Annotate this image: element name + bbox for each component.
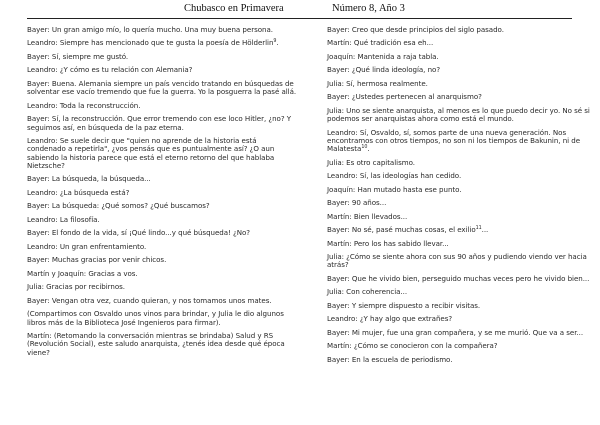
right-column <box>327 26 597 369</box>
paragraph-text: Bayer: Y siempre dispuesto a recibir visitas. <box>327 300 481 310</box>
running-header <box>0 2 600 18</box>
paragraph-text: Martín: Qué tradición esa eh... <box>327 38 434 48</box>
paragraph-text: Bayer: Vengan otra vez, cuando quieran, y nos tomamos unos mates. <box>27 295 272 305</box>
dialogue-paragraph <box>27 310 297 327</box>
dialogue-paragraph <box>327 288 597 296</box>
dialogue-paragraph <box>327 199 597 207</box>
paragraph-text: Julia: Sí, hermosa realmente. <box>327 78 428 88</box>
dialogue-paragraph <box>327 159 597 167</box>
dialogue-paragraph <box>27 202 297 210</box>
paragraph-text-tail: ... <box>481 225 489 235</box>
paragraph-text: Bayer: Buena. Alemania siempre un país vencido tratando en búsquedas de solventar ese vacío tremendo que fue la guerra. Yo la posguerra la pasé allá. <box>27 78 297 97</box>
dialogue-paragraph <box>327 315 597 323</box>
dialogue-paragraph <box>27 102 297 110</box>
dialogue-paragraph <box>27 229 297 237</box>
dialogue-paragraph <box>327 356 597 364</box>
dialogue-paragraph <box>327 253 597 270</box>
dialogue-paragraph <box>27 243 297 251</box>
paragraph-text: Leandro: Sí, las ideologías han cedido. <box>327 171 462 181</box>
paragraph-text: Julia: Es otro capitalismo. <box>327 157 415 167</box>
dialogue-paragraph <box>27 256 297 264</box>
paragraph-text: Joaquín: Mantenida a raja tabla. <box>327 51 439 61</box>
paragraph-text: Bayer: La búsqueda: ¿Qué somos? ¿Qué buscamos? <box>27 201 210 211</box>
dialogue-paragraph <box>327 226 597 234</box>
dialogue-paragraph <box>27 189 297 197</box>
paragraph-text: Bayer: 90 años... <box>327 198 387 208</box>
paragraph-text: Bayer: No sé, pasé muchas cosas, el exilio <box>327 225 476 235</box>
dialogue-paragraph <box>327 240 597 248</box>
paragraph-text: Bayer: Sí, siempre me gustó. <box>27 51 129 61</box>
paragraph-text: Leandro: Se suele decir que "quien no aprende de la historia está condenado a repetirla", ¿vos pensás que es puntualmente así? ¿O aun sabiendo la historia parece que está el eterno retorno del que hablaba Nietzsche? <box>27 135 275 170</box>
paragraph-text: Julia: Gracias por recibirnos. <box>27 282 126 292</box>
header-issue-number: Número 8, Año 3 <box>332 3 405 14</box>
paragraph-text: (Compartimos con Osvaldo unos vinos para brindar, y Julia le dio algunos libros más de la Biblioteca José Ingenieros para firmar). <box>27 309 284 327</box>
paragraph-text: Martín: Pero los has sabido llevar... <box>327 238 449 248</box>
footnote-marker[interactable]: 10 <box>361 145 368 151</box>
paragraph-text: Leandro: Sí, Osvaldo, sí, somos parte de una nueva generación. Nos encontramos con otros tiempos, no son ni los tiempos de Bakunin, ni de Malatesta <box>327 127 581 154</box>
paragraph-text: Leandro: ¿Y hay algo que extrañes? <box>327 314 453 324</box>
dialogue-paragraph <box>27 137 297 170</box>
paragraph-text: Bayer: Que he vivido bien, perseguido muchas veces pero he vivido bien... <box>327 273 590 283</box>
footnote-marker[interactable]: 11 <box>475 226 482 232</box>
paragraph-text: Leandro: Toda la reconstrucción. <box>27 100 141 110</box>
dialogue-paragraph <box>27 66 297 74</box>
dialogue-paragraph <box>27 80 297 97</box>
dialogue-paragraph <box>27 283 297 291</box>
dialogue-paragraph <box>327 329 597 337</box>
dialogue-paragraph <box>27 26 297 34</box>
dialogue-paragraph <box>327 93 597 101</box>
dialogue-paragraph <box>27 53 297 61</box>
paragraph-text: Leandro: Un gran enfrentamiento. <box>27 241 147 251</box>
paragraph-text: Julia: Con coherencia... <box>327 287 408 297</box>
dialogue-paragraph <box>327 66 597 74</box>
paragraph-text: Bayer: El fondo de la vida, sí ¡Qué lindo...y qué búsqueda! ¿No? <box>27 228 251 238</box>
paragraph-text: Bayer: Creo que desde principios del siglo pasado. <box>327 25 504 34</box>
paragraph-text: Bayer: Muchas gracias por venir chicos. <box>27 255 167 265</box>
left-column <box>27 26 297 362</box>
dialogue-paragraph <box>27 175 297 183</box>
dialogue-paragraph <box>327 186 597 194</box>
paragraph-text: Martín: Bien llevados... <box>327 211 408 221</box>
paragraph-text: Bayer: ¿Ustedes pertenecen al anarquismo? <box>327 92 482 102</box>
paragraph-text: Leandro: ¿La búsqueda está? <box>27 187 130 197</box>
paragraph-text: Martín: (Retomando la conversación mientras se brindaba) Salud y RS (Revolución Social), este saludo anarquista, ¿tenés idea desde qué época viene? <box>27 330 285 357</box>
dialogue-paragraph <box>327 53 597 61</box>
paragraph-text: Bayer: Un gran amigo mío, lo quería mucho. Una muy buena persona. <box>27 25 273 34</box>
paragraph-text: Bayer: En la escuela de periodismo. <box>327 354 453 364</box>
paragraph-text: Leandro: ¿Y cómo es tu relación con Alemania? <box>27 65 193 75</box>
paragraph-text-tail: . <box>367 144 370 154</box>
paragraph-text: Julia: Uno se siente anarquista, al menos es lo que puedo decir yo. No sé si podemos ser anarquistas ahora como está el mundo. <box>327 105 590 124</box>
paragraph-text: Leandro: La filosofía. <box>27 214 100 224</box>
paragraph-text: Martín y Joaquín: Gracias a vos. <box>27 268 138 278</box>
dialogue-paragraph <box>27 332 297 357</box>
dialogue-paragraph <box>327 80 597 88</box>
paragraph-text: Julia: ¿Cómo se siente ahora con sus 90 años y pudiendo viendo ver hacia atrás? <box>327 252 587 270</box>
dialogue-paragraph <box>327 26 597 34</box>
dialogue-paragraph <box>27 270 297 278</box>
dialogue-paragraph <box>327 342 597 350</box>
paragraph-text: Martín: ¿Cómo se conocieron con la compañera? <box>327 341 498 351</box>
header-rule <box>27 18 572 19</box>
dialogue-paragraph <box>327 129 597 154</box>
dialogue-paragraph <box>327 39 597 47</box>
paragraph-text: Bayer: ¿Qué linda ideología, no? <box>327 65 441 75</box>
dialogue-paragraph <box>327 275 597 283</box>
dialogue-paragraph <box>327 213 597 221</box>
dialogue-paragraph <box>327 302 597 310</box>
dialogue-paragraph <box>327 107 597 124</box>
dialogue-paragraph <box>27 216 297 224</box>
paragraph-text: Leandro: Siempre has mencionado que te gusta la poesía de Hölderlin <box>27 38 274 48</box>
paragraph-text: Bayer: Mi mujer, fue una gran compañera, y se me murió. Que va a ser... <box>327 327 584 337</box>
dialogue-paragraph <box>27 39 297 47</box>
dialogue-paragraph <box>327 172 597 180</box>
paragraph-text-tail: . <box>276 38 279 48</box>
dialogue-paragraph <box>27 297 297 305</box>
dialogue-paragraph <box>27 115 297 132</box>
paragraph-text: Joaquín: Han mutado hasta ese punto. <box>327 184 462 194</box>
paragraph-text: Bayer: La búsqueda, la búsqueda... <box>27 174 151 184</box>
header-title: Chubasco en Primavera <box>184 3 284 14</box>
footnote-marker[interactable]: 9 <box>273 39 277 45</box>
paragraph-text: Bayer: Sí, la reconstrucción. Que error tremendo con ese loco Hitler, ¿no? Y seguimos así, en búsqueda de la paz eterna. <box>27 114 292 132</box>
